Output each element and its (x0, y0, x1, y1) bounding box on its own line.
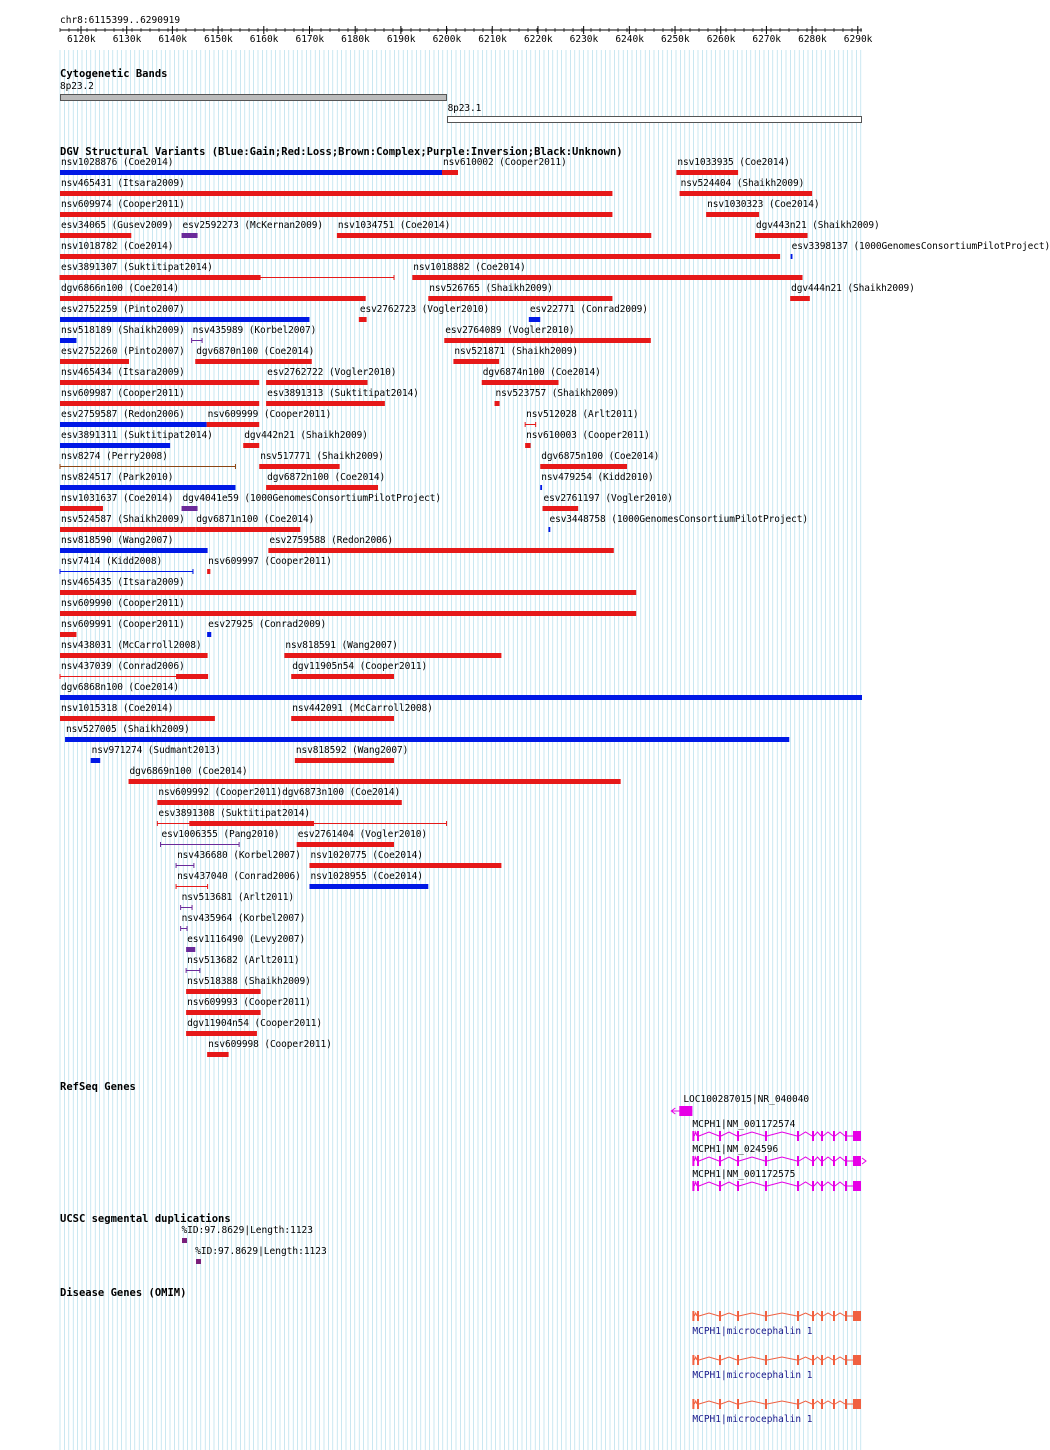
ruler-tick-label: 6150k (204, 34, 233, 45)
dgv-feature-label: nsv609998 (Cooper2011) (208, 1039, 332, 1050)
dgv-feature-label: nsv1033935 (Coe2014) (677, 157, 790, 168)
ruler-tick-label: 6120k (67, 34, 96, 45)
dgv-feature-label: dgv444n21 (Shaikh2009) (791, 283, 915, 294)
omim-intron-line (694, 1401, 853, 1404)
position-label: chr8:6115399..6290919 (60, 15, 181, 26)
omim-intron-line (694, 1357, 853, 1360)
omim-exon (737, 1355, 739, 1365)
omim-intron-line (694, 1313, 853, 1316)
dgv-feature-label: nsv523757 (Shaikh2009) (495, 388, 620, 399)
omim-exon (697, 1311, 699, 1321)
dgv-feature-label: nsv609987 (Cooper2011) (61, 388, 185, 399)
dgv-feature-label: nsv971274 (Sudmant2013) (91, 745, 221, 756)
dgv-feature-label: nsv8274 (Perry2008) (61, 451, 168, 462)
dgv-feature-label: dgv6868n100 (Coe2014) (61, 682, 180, 693)
dgv-feature-label: dgv6869n100 (Coe2014) (129, 766, 248, 777)
dgv-feature-label: nsv436680 (Korbel2007) (177, 850, 301, 861)
omim-exon (737, 1399, 739, 1409)
omim-exon (765, 1399, 767, 1409)
omim-exon (797, 1311, 799, 1321)
omim-exon (821, 1355, 823, 1365)
omim-exon (812, 1355, 814, 1365)
dgv-feature-label: nsv524587 (Shaikh2009) (61, 514, 185, 525)
dgv-feature-label: dgv6871n100 (Coe2014) (196, 514, 315, 525)
ruler-tick-label: 6260k (706, 34, 736, 45)
dgv-feature-label: dgv6874n100 (Coe2014) (482, 367, 601, 378)
refseq-gene-label: MCPH1|NM_001172574 (692, 1119, 796, 1130)
omim-gene-label: MCPH1|microcephalin 1 (692, 1414, 813, 1425)
cytobands-track-title: Cytogenetic Bands (60, 68, 168, 80)
dgv-feature-label: nsv465431 (Itsara2009) (61, 178, 185, 189)
segdup-track-title: UCSC segmental duplications (60, 1213, 231, 1225)
omim-exon (692, 1311, 694, 1321)
dgv-feature-label: dgv6866n100 (Coe2014) (61, 283, 180, 294)
omim-exon (853, 1355, 861, 1365)
dgv-feature-label: nsv526765 (Shaikh2009) (429, 283, 553, 294)
ruler-tick-label: 6220k (523, 34, 553, 45)
dgv-feature-label: nsv527005 (Shaikh2009) (66, 724, 190, 735)
dgv-feature-label: nsv818590 (Wang2007) (61, 535, 174, 546)
dgv-feature-label: esv1116490 (Levy2007) (187, 934, 306, 945)
dgv-feature-label: nsv1018782 (Coe2014) (61, 241, 174, 252)
omim-exon (853, 1311, 861, 1321)
dgv-feature-label: esv2759587 (Redon2006) (61, 409, 185, 420)
dgv-feature-label: nsv435964 (Korbel2007) (181, 913, 306, 924)
dgv-feature-label: esv34065 (Gusev2009) (61, 220, 174, 231)
dgv-feature-label: nsv517771 (Shaikh2009) (260, 451, 384, 462)
dgv-feature-label: dgv6875n100 (Coe2014) (541, 451, 660, 462)
dgv-feature-label: nsv437039 (Conrad2006) (61, 661, 185, 672)
dgv-feature-label: nsv818592 (Wang2007) (295, 745, 409, 756)
omim-exon (845, 1311, 847, 1321)
dgv-feature-label: esv3891313 (Suktitipat2014) (267, 388, 419, 399)
dgv-feature-label: esv3448758 (1000GenomesConsortiumPilotProject) (549, 514, 808, 525)
dgv-feature-label: esv2761197 (Vogler2010) (543, 493, 673, 504)
ruler-tick-label: 6190k (386, 34, 416, 45)
dgv-feature-label: nsv609991 (Cooper2011) (61, 619, 185, 630)
dgv-feature-label: nsv610002 (Cooper2011) (442, 157, 567, 168)
dgv-feature-label: dgv4041e59 (1000GenomesConsortiumPilotProject) (182, 493, 442, 504)
ruler-tick-label: 6160k (249, 34, 279, 45)
dgv-feature-label: nsv1018882 (Coe2014) (413, 262, 526, 273)
omim-exon (692, 1399, 694, 1409)
dgv-feature-label: dgv443n21 (Shaikh2009) (755, 220, 880, 231)
dgv-feature-label: esv3891308 (Suktitipat2014) (158, 808, 311, 819)
dgv-feature-label: dgv11904n54 (Cooper2011) (187, 1018, 322, 1029)
dgv-feature-label: nsv1015318 (Coe2014) (61, 703, 174, 714)
dgv-feature-label: nsv512028 (Arlt2011) (526, 409, 639, 420)
dgv-feature-label: nsv1034751 (Coe2014) (337, 220, 451, 231)
dgv-feature-label: esv2752260 (Pinto2007) (61, 346, 185, 357)
ruler-tick-label: 6200k (432, 34, 462, 45)
dgv-feature-label: nsv518189 (Shaikh2009) (61, 325, 185, 336)
dgv-feature-label: nsv7414 (Kidd2008) (61, 556, 163, 567)
omim-exon (765, 1311, 767, 1321)
omim-exon (719, 1311, 721, 1321)
omim-exon (812, 1399, 814, 1409)
omim-exon (797, 1355, 799, 1365)
cytoband-label: 8p23.1 (447, 103, 482, 114)
dgv-feature-label: nsv442091 (McCarroll2008) (292, 703, 433, 714)
dgv-feature-label: esv1006355 (Pang2010) (161, 829, 280, 840)
omim-exon (853, 1399, 861, 1409)
dgv-feature-label: esv2762722 (Vogler2010) (267, 367, 397, 378)
segdup-label: %ID:97.8629|Length:1123 (181, 1225, 314, 1236)
omim-exon (692, 1355, 694, 1365)
dgv-feature-label: nsv609974 (Cooper2011) (61, 199, 185, 210)
omim-gene-label: MCPH1|microcephalin 1 (692, 1326, 813, 1337)
dgv-feature-label: esv22771 (Conrad2009) (529, 304, 648, 315)
dgv-feature-label: nsv818591 (Wang2007) (285, 640, 398, 651)
dgv-feature-label: nsv1030323 (Coe2014) (707, 199, 820, 210)
omim-track-title: Disease Genes (OMIM) (60, 1287, 187, 1299)
omim-exon (845, 1355, 847, 1365)
dgv-feature-label: nsv479254 (Kidd2010) (541, 472, 654, 483)
dgv-feature-label: nsv609993 (Cooper2011) (187, 997, 311, 1008)
omim-exon (719, 1399, 721, 1409)
omim-exon (833, 1399, 835, 1409)
dgv-feature-label: nsv1028876 (Coe2014) (61, 157, 174, 168)
dgv-feature-label: nsv1020775 (Coe2014) (310, 850, 423, 861)
dgv-feature-label: esv2759588 (Redon2006) (269, 535, 393, 546)
omim-exon (697, 1355, 699, 1365)
dgv-feature-label: nsv521871 (Shaikh2009) (454, 346, 579, 357)
dgv-feature-label: dgv6872n100 (Coe2014) (267, 472, 386, 483)
dgv-feature-label: esv2764089 (Vogler2010) (445, 325, 575, 336)
omim-exon (821, 1399, 823, 1409)
dgv-feature-label: nsv435989 (Korbel2007) (192, 325, 317, 336)
cytoband-label: 8p23.2 (60, 81, 94, 92)
refseq-gene-label: MCPH1|NM_001172575 (692, 1169, 796, 1180)
dgv-feature-label: nsv609997 (Cooper2011) (208, 556, 332, 567)
dgv-feature-label: nsv824517 (Park2010) (61, 472, 174, 483)
omim-exon (797, 1399, 799, 1409)
omim-exon (845, 1399, 847, 1409)
dgv-feature-label: esv2592273 (McKernan2009) (182, 220, 324, 231)
dgv-feature-label: nsv609992 (Cooper2011) (158, 787, 282, 798)
dgv-feature-label: dgv442n21 (Shaikh2009) (244, 430, 368, 441)
dgv-feature-label: esv3891307 (Suktitipat2014) (61, 262, 213, 273)
dgv-feature-label: esv2752259 (Pinto2007) (61, 304, 185, 315)
ruler-tick-label: 6270k (752, 34, 782, 45)
dgv-feature-label: esv3891311 (Suktitipat2014) (61, 430, 213, 441)
dgv-feature-label: nsv1031637 (Coe2014) (61, 493, 174, 504)
refseq-track-title: RefSeq Genes (60, 1081, 136, 1093)
dgv-feature-label: dgv6873n100 (Coe2014) (282, 787, 401, 798)
ruler-tick-label: 6130k (112, 34, 142, 45)
dgv-feature-label: nsv438031 (McCarroll2008) (61, 640, 202, 651)
omim-exon (833, 1355, 835, 1365)
omim-gene-label: MCPH1|microcephalin 1 (692, 1370, 813, 1381)
ruler-tick-label: 6250k (661, 34, 690, 45)
dgv-feature-label: nsv465434 (Itsara2009) (61, 367, 185, 378)
ruler-tick-label: 6240k (615, 34, 644, 45)
ruler-tick-label: 6290k (843, 34, 873, 45)
dgv-feature-label: dgv11905n54 (Cooper2011) (292, 661, 428, 672)
dgv-feature-label: nsv518388 (Shaikh2009) (187, 976, 311, 987)
omim-exon (697, 1399, 699, 1409)
dgv-feature-label: dgv6870n100 (Coe2014) (196, 346, 315, 357)
dgv-feature-label: nsv513682 (Arlt2011) (187, 955, 300, 966)
ruler-tick-label: 6140k (158, 34, 188, 45)
omim-exon (821, 1311, 823, 1321)
ruler-tick-label: 6280k (798, 34, 827, 45)
refseq-gene-label: LOC100287015|NR_040040 (683, 1094, 810, 1105)
dgv-track-title: DGV Structural Variants (Blue:Gain;Red:Loss;Brown:Complex;Purple:Inversion;Black:Unknown) (60, 146, 623, 158)
dgv-feature-label: nsv465435 (Itsara2009) (61, 577, 185, 588)
ruler-tick-label: 6210k (478, 34, 507, 45)
omim-exon (812, 1311, 814, 1321)
dgv-feature-label: esv3398137 (1000GenomesConsortiumPilotProject) (791, 241, 1050, 252)
dgv-feature-label: nsv437040 (Conrad2006) (177, 871, 301, 882)
dgv-feature-label: esv27925 (Conrad2009) (208, 619, 327, 630)
dgv-feature-label: nsv610003 (Cooper2011) (526, 430, 650, 441)
omim-exon (833, 1311, 835, 1321)
omim-exon (737, 1311, 739, 1321)
omim-exon (765, 1355, 767, 1365)
dgv-feature-label: nsv609990 (Cooper2011) (61, 598, 185, 609)
ruler-tick-label: 6180k (341, 34, 370, 45)
dgv-feature-label: nsv524404 (Shaikh2009) (680, 178, 805, 189)
ruler-tick-label: 6230k (569, 34, 599, 45)
dgv-feature-label: nsv513681 (Arlt2011) (181, 892, 295, 903)
dgv-feature-label: nsv1028955 (Coe2014) (310, 871, 423, 882)
ruler-tick-label: 6170k (295, 34, 325, 45)
dgv-feature-label: esv2761404 (Vogler2010) (297, 829, 427, 840)
dgv-feature-label: nsv609999 (Cooper2011) (207, 409, 332, 420)
segdup-label: %ID:97.8629|Length:1123 (195, 1246, 327, 1257)
dgv-feature-label: esv2762723 (Vogler2010) (359, 304, 490, 315)
refseq-gene-label: MCPH1|NM_024596 (692, 1144, 779, 1155)
omim-exon (719, 1355, 721, 1365)
